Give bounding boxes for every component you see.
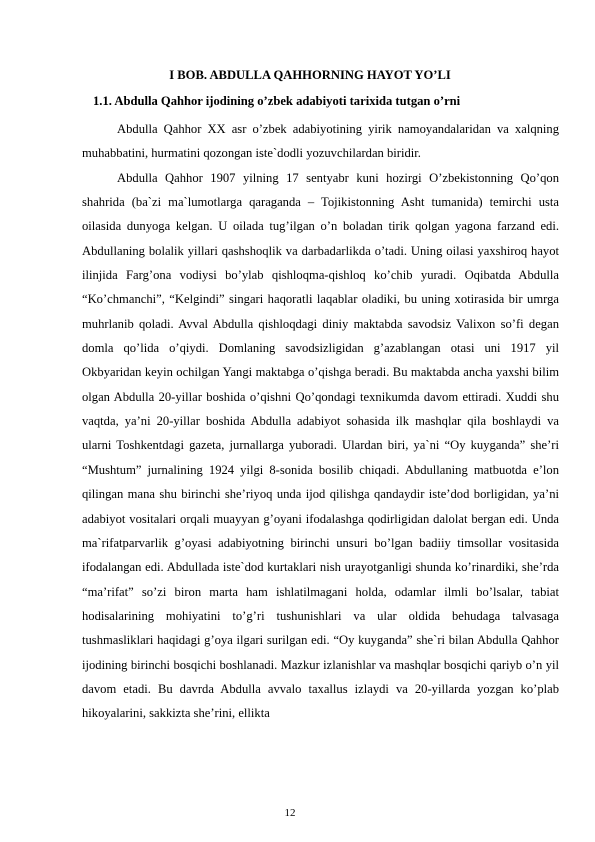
paragraph: Abdulla Qahhor 1907 yilning 17 sentyabr kuni hozirgi O’zbekistonning Qo’qon shahrida (ba`zi ma`lumotlarga qaraganda – Tojikistonning Asht tumanida) temirchi usta oilasida dunyoga kelgan. U oilada tug’ilgan o’n boladan tirik qolgan yagona farzand edi. Abdullaning bolalik yillari qashshoqlik va darbadarlikda o’tadi. Uning oilasi yaxshiroq hayot ilinjida Farg’ona vodiysi bo’ylab qishloqma-qishloq ko’chib yuradi. Oqibatda Abdulla “Ko’chmanchi”, “Kelgindi” singari haqoratli laqablar oladiki, bu uning xotirasida bir umrga muhrlanib qoladi. Avval Abdulla qishloqdagi diniy maktabda savodsiz Valixon so’fi degan domla qo’lida o’qiydi. Domlaning savodsizligidan g’azablangan otasi uni 1917 yil Okbyaridan keyin ochilgan Yangi maktabga o’qishga beradi. Bu maktabda ancha yaxshi bilim olgan Abdulla 20-yillar boshida o’qishni Qo’qondagi texnikumda davom ettiradi. Xuddi shu vaqtda, ya’ni 20-yillar boshida Abdulla adabiyot sohasida ilk mashqlar qila boshlaydi va ularni Toshkentdagi gazeta, jurnallarga yuboradi. Ulardan biri, ya`ni “Oy kuyganda” she’ri “Mushtum” jurnalining 1924 yilgi 8-sonida bosilib chiqadi. Abdullaning matbuotda e’lon qilingan mana shu birinchi she’riyoq unda ijod qilishga qandaydir iste’dod borligidan, ya’ni adabiyot vositalari orqali muayyan g’oyani ifodalashga qodirligidan dalolat bergan edi. Unda ma`rifatparvarlik g’oyasi adabiyotning birinchi unsuri bo’lgan badiiy timsollar vositasida ifodalangan edi. Abdullada iste`dod kurtaklari nish urayotganligi shunda ko’rinardiki, she’rda “ma’rifat” so’zi biron marta ham ishlatilmagani holda, odamlar ilmli bo’lsalar, tabiat hodisalarining mohiyatini to’g’ri tushunishlari va ular oldida behudaga talvasaga tushmasliklari haqidagi g’oya ilgari surilgan edi. “Oy kuyganda” she`ri bilan Abdulla Qahhor ijodining birinchi bosqichi boshlanadi. Mazkur izlanishlar va mashqlar bosqichi qariyb o’n yil davom etadi. Bu davrda Abdulla avvalo taxallus izlaydi va 20-yillarda yozgan ko’plab hikoyalarini, sakkizta she’rini, ellikta — [82, 170, 559, 721]
body-text — [82, 117, 559, 726]
paragraph: Abdulla Qahhor XX asr o’zbek adabiyotining yirik namoyandalaridan va xalqning muhabbatini, hurmatini qozongan iste`dodli yozuvchilardan biridir. — [82, 122, 559, 161]
page-number: 12 — [284, 807, 296, 819]
chapter-title: I BOB. ABDULLA QAHHORNING HAYOT YO’LI — [169, 68, 451, 82]
section-title: 1.1. Abdulla Qahhor ijodining o’zbek adabiyoti tarixida tutgan o’rni — [93, 94, 461, 108]
